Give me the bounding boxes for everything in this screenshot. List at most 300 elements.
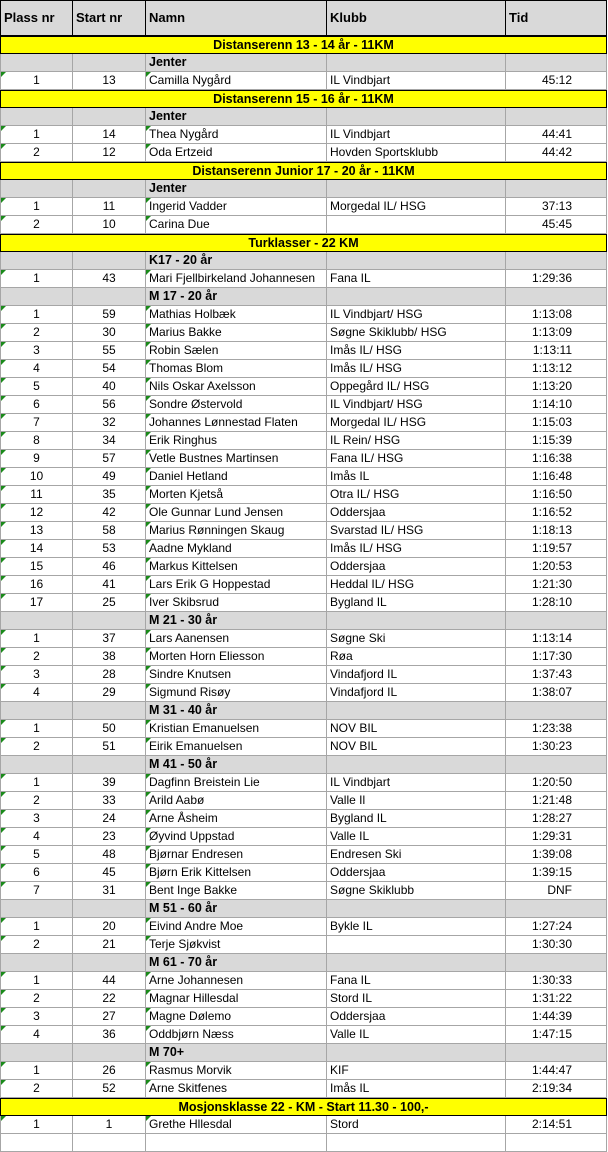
category-cell [73, 954, 146, 971]
cell-klubb: Valle IL [327, 1026, 506, 1043]
cell-start: 50 [73, 720, 146, 737]
table-row [0, 360, 607, 378]
table-row [0, 666, 607, 684]
category-cell [0, 1044, 73, 1061]
cell-tid: 1:44:39 [506, 1008, 607, 1025]
cell-plass: 1 [0, 72, 73, 89]
cell-namn: Sondre Østervold [146, 396, 327, 413]
cell-tid: 1:30:23 [506, 738, 607, 755]
cell-namn: Ole Gunnar Lund Jensen [146, 504, 327, 521]
section-title: Distanserenn Junior 17 - 20 år - 11KM [0, 162, 607, 180]
table-row [0, 522, 607, 540]
table-row [0, 648, 607, 666]
cell-plass: 1 [0, 198, 73, 215]
cell-start: 22 [73, 990, 146, 1007]
table-row [0, 216, 607, 234]
cell-tid: 1:28:10 [506, 594, 607, 611]
cell-plass: 16 [0, 576, 73, 593]
cell-namn: Aadne Mykland [146, 540, 327, 557]
cell-namn: Thomas Blom [146, 360, 327, 377]
cell-tid: 1:39:15 [506, 864, 607, 881]
cell-klubb: Imås IL/ HSG [327, 360, 506, 377]
cell-namn: Kristian Emanuelsen [146, 720, 327, 737]
cell-klubb: IL Vindbjart [327, 72, 506, 89]
cell-plass: 2 [0, 1080, 73, 1097]
cell-klubb: Stord [327, 1116, 506, 1133]
cell-tid: 1:16:38 [506, 450, 607, 467]
cell-plass: 6 [0, 396, 73, 413]
table-row [0, 450, 607, 468]
cell-start: 13 [73, 72, 146, 89]
header-tid: Tid [506, 1, 607, 35]
table-row [0, 936, 607, 954]
cell-start: 39 [73, 774, 146, 791]
table-row [0, 396, 607, 414]
table-row [0, 792, 607, 810]
cell-tid: 2:19:34 [506, 1080, 607, 1097]
table-row [0, 198, 607, 216]
cell-klubb: Oddersjaa [327, 504, 506, 521]
cell-start: 32 [73, 414, 146, 431]
category-cell [73, 288, 146, 305]
table-row [0, 144, 607, 162]
cell-tid: 1:13:20 [506, 378, 607, 395]
cell-tid: 1:13:11 [506, 342, 607, 359]
table-row [0, 1080, 607, 1098]
category-cell [506, 108, 607, 125]
section-title: Distanserenn 15 - 16 år - 11KM [0, 90, 607, 108]
cell-start: 21 [73, 936, 146, 953]
category-cell [506, 612, 607, 629]
cell-start: 29 [73, 684, 146, 701]
cell-namn: Camilla Nygård [146, 72, 327, 89]
cell-namn: Eirik Emanuelsen [146, 738, 327, 755]
cell-tid: 1:27:24 [506, 918, 607, 935]
cell-namn: Arild Aabø [146, 792, 327, 809]
cell-klubb: Svarstad IL/ HSG [327, 522, 506, 539]
category-title: M 17 - 20 år [146, 288, 327, 305]
cell-tid: 1:23:38 [506, 720, 607, 737]
cell-tid: 1:15:03 [506, 414, 607, 431]
category-title: Jenter [146, 54, 327, 71]
category-cell [327, 900, 506, 917]
table-row [0, 486, 607, 504]
cell-namn: Eivind Andre Moe [146, 918, 327, 935]
cell-tid: 1:20:53 [506, 558, 607, 575]
cell-plass: 1 [0, 630, 73, 647]
table-row [0, 324, 607, 342]
cell-start: 43 [73, 270, 146, 287]
cell-plass: 1 [0, 1116, 73, 1133]
cell-plass: 1 [0, 774, 73, 791]
cell-namn: Johannes Lønnestad Flaten [146, 414, 327, 431]
table-row [0, 1026, 607, 1044]
category-row [0, 288, 607, 306]
category-row [0, 54, 607, 72]
cell-klubb: Oddersjaa [327, 1008, 506, 1025]
cell-klubb: Vindafjord IL [327, 684, 506, 701]
category-cell [327, 180, 506, 197]
cell-namn [146, 1134, 327, 1151]
cell-namn: Oddbjørn Næss [146, 1026, 327, 1043]
cell-plass: 4 [0, 360, 73, 377]
cell-namn: Lars Aanensen [146, 630, 327, 647]
cell-klubb: Morgedal IL/ HSG [327, 414, 506, 431]
cell-klubb: Stord IL [327, 990, 506, 1007]
cell-namn: Carina Due [146, 216, 327, 233]
cell-namn: Bent Inge Bakke [146, 882, 327, 899]
cell-klubb: NOV BIL [327, 720, 506, 737]
table-row [0, 414, 607, 432]
category-cell [73, 702, 146, 719]
cell-tid: 1:47:15 [506, 1026, 607, 1043]
cell-namn: Oda Ertzeid [146, 144, 327, 161]
cell-plass: 7 [0, 414, 73, 431]
cell-start: 14 [73, 126, 146, 143]
cell-start: 49 [73, 468, 146, 485]
category-cell [327, 756, 506, 773]
table-row [0, 540, 607, 558]
cell-start: 34 [73, 432, 146, 449]
cell-namn: Thea Nygård [146, 126, 327, 143]
cell-plass: 4 [0, 1026, 73, 1043]
table-row [0, 504, 607, 522]
cell-plass: 2 [0, 990, 73, 1007]
category-cell [0, 54, 73, 71]
cell-klubb: Fana IL [327, 270, 506, 287]
cell-plass: 4 [0, 828, 73, 845]
cell-tid: 1:13:09 [506, 324, 607, 341]
cell-plass: 3 [0, 1008, 73, 1025]
cell-plass: 1 [0, 918, 73, 935]
cell-tid: 1:31:22 [506, 990, 607, 1007]
category-cell [506, 756, 607, 773]
cell-klubb: Søgne Ski [327, 630, 506, 647]
cell-start: 10 [73, 216, 146, 233]
cell-tid: 1:17:30 [506, 648, 607, 665]
table-header [0, 0, 607, 36]
cell-plass: 3 [0, 666, 73, 683]
table-row [0, 306, 607, 324]
cell-start: 53 [73, 540, 146, 557]
cell-tid: 1:30:30 [506, 936, 607, 953]
cell-namn: Mari Fjellbirkeland Johannesen [146, 270, 327, 287]
table-row [0, 972, 607, 990]
cell-klubb: Søgne Skiklubb/ HSG [327, 324, 506, 341]
category-title: M 41 - 50 år [146, 756, 327, 773]
cell-tid: 1:28:27 [506, 810, 607, 827]
cell-start: 25 [73, 594, 146, 611]
category-cell [327, 954, 506, 971]
cell-start: 26 [73, 1062, 146, 1079]
cell-plass: 7 [0, 882, 73, 899]
cell-namn: Sindre Knutsen [146, 666, 327, 683]
category-row [0, 900, 607, 918]
category-cell [0, 612, 73, 629]
category-cell [73, 612, 146, 629]
cell-start: 23 [73, 828, 146, 845]
category-cell [506, 900, 607, 917]
table-row [0, 468, 607, 486]
table-row [0, 684, 607, 702]
category-cell [327, 702, 506, 719]
cell-plass: 2 [0, 792, 73, 809]
cell-namn: Magnar Hillesdal [146, 990, 327, 1007]
cell-plass: 1 [0, 720, 73, 737]
cell-start: 51 [73, 738, 146, 755]
category-cell [506, 702, 607, 719]
category-cell [0, 954, 73, 971]
cell-plass: 1 [0, 126, 73, 143]
cell-plass: 3 [0, 810, 73, 827]
category-cell [506, 252, 607, 269]
table-row [0, 774, 607, 792]
cell-tid: 1:18:13 [506, 522, 607, 539]
cell-tid: 1:14:10 [506, 396, 607, 413]
table-row [0, 846, 607, 864]
category-title: M 31 - 40 år [146, 702, 327, 719]
category-title: M 51 - 60 år [146, 900, 327, 917]
table-row [0, 1116, 607, 1134]
cell-klubb: Vindafjord IL [327, 666, 506, 683]
cell-plass: 5 [0, 846, 73, 863]
cell-namn: Markus Kittelsen [146, 558, 327, 575]
cell-namn: Robin Sælen [146, 342, 327, 359]
cell-namn: Iver Skibsrud [146, 594, 327, 611]
cell-plass: 17 [0, 594, 73, 611]
table-row [0, 126, 607, 144]
cell-tid: 1:13:12 [506, 360, 607, 377]
cell-tid: 1:39:08 [506, 846, 607, 863]
cell-klubb: Morgedal IL/ HSG [327, 198, 506, 215]
cell-klubb: IL Vindbjart/ HSG [327, 396, 506, 413]
cell-start: 45 [73, 864, 146, 881]
cell-plass: 1 [0, 1062, 73, 1079]
cell-plass: 2 [0, 324, 73, 341]
cell-tid: 37:13 [506, 198, 607, 215]
cell-start [73, 1134, 146, 1151]
cell-start: 35 [73, 486, 146, 503]
cell-klubb: Hovden Sportsklubb [327, 144, 506, 161]
cell-start: 33 [73, 792, 146, 809]
category-cell [73, 900, 146, 917]
cell-start: 40 [73, 378, 146, 395]
cell-tid: 45:12 [506, 72, 607, 89]
cell-plass: 1 [0, 972, 73, 989]
table-row [0, 918, 607, 936]
category-title: K17 - 20 år [146, 252, 327, 269]
cell-namn: Daniel Hetland [146, 468, 327, 485]
cell-klubb: Bykle IL [327, 918, 506, 935]
category-row [0, 756, 607, 774]
cell-tid: 1:29:31 [506, 828, 607, 845]
section-title: Distanserenn 13 - 14 år - 11KM [0, 36, 607, 54]
category-cell [506, 954, 607, 971]
table-row [0, 864, 607, 882]
header-klubb: Klubb [327, 1, 506, 35]
table-row [0, 720, 607, 738]
category-cell [73, 54, 146, 71]
section-title: Mosjonsklasse 22 - KM - Start 11.30 - 100,- [0, 1098, 607, 1116]
cell-klubb: Imås IL [327, 468, 506, 485]
cell-start: 24 [73, 810, 146, 827]
cell-plass: 1 [0, 306, 73, 323]
cell-klubb: IL Vindbjart/ HSG [327, 306, 506, 323]
table-row [0, 342, 607, 360]
cell-start: 55 [73, 342, 146, 359]
cell-klubb: KIF [327, 1062, 506, 1079]
table-row [0, 1008, 607, 1026]
table-row [0, 558, 607, 576]
cell-klubb [327, 1134, 506, 1151]
cell-tid: 44:41 [506, 126, 607, 143]
cell-tid [506, 1134, 607, 1151]
table-row [0, 594, 607, 612]
category-cell [0, 756, 73, 773]
table-row [0, 810, 607, 828]
cell-klubb [327, 936, 506, 953]
category-cell [0, 252, 73, 269]
table-row [0, 630, 607, 648]
category-cell [327, 1044, 506, 1061]
cell-namn: Marius Rønningen Skaug [146, 522, 327, 539]
category-cell [506, 288, 607, 305]
cell-start: 54 [73, 360, 146, 377]
cell-namn: Sigmund Risøy [146, 684, 327, 701]
cell-plass: 13 [0, 522, 73, 539]
cell-klubb: Heddal IL/ HSG [327, 576, 506, 593]
cell-plass: 8 [0, 432, 73, 449]
section-title: Turklasser - 22 KM [0, 234, 607, 252]
cell-namn: Morten Kjetså [146, 486, 327, 503]
header-plass: Plass nr [0, 1, 73, 35]
category-cell [0, 702, 73, 719]
cell-klubb: IL Vindbjart [327, 126, 506, 143]
category-cell [327, 288, 506, 305]
category-cell [0, 108, 73, 125]
cell-start: 31 [73, 882, 146, 899]
cell-start: 48 [73, 846, 146, 863]
cell-start: 27 [73, 1008, 146, 1025]
cell-tid: 1:37:43 [506, 666, 607, 683]
cell-start: 58 [73, 522, 146, 539]
cell-start: 28 [73, 666, 146, 683]
cell-tid: 1:29:36 [506, 270, 607, 287]
table-row [0, 828, 607, 846]
category-cell [73, 252, 146, 269]
cell-namn: Arne Skitfenes [146, 1080, 327, 1097]
cell-namn: Arne Johannesen [146, 972, 327, 989]
cell-namn: Rasmus Morvik [146, 1062, 327, 1079]
cell-klubb: Valle IL [327, 828, 506, 845]
cell-start: 46 [73, 558, 146, 575]
cell-tid: 1:13:08 [506, 306, 607, 323]
cell-klubb: Oppegård IL/ HSG [327, 378, 506, 395]
cell-start: 36 [73, 1026, 146, 1043]
cell-plass: 12 [0, 504, 73, 521]
cell-namn: Bjørn Erik Kittelsen [146, 864, 327, 881]
cell-tid: 44:42 [506, 144, 607, 161]
cell-klubb: Oddersjaa [327, 558, 506, 575]
category-title: Jenter [146, 180, 327, 197]
cell-klubb: Valle Il [327, 792, 506, 809]
category-title: Jenter [146, 108, 327, 125]
category-cell [327, 108, 506, 125]
category-row [0, 954, 607, 972]
table-row [0, 882, 607, 900]
cell-namn: Terje Sjøkvist [146, 936, 327, 953]
cell-start: 37 [73, 630, 146, 647]
cell-start: 1 [73, 1116, 146, 1133]
cell-plass: 9 [0, 450, 73, 467]
cell-klubb: NOV BIL [327, 738, 506, 755]
cell-namn: Marius Bakke [146, 324, 327, 341]
cell-start: 52 [73, 1080, 146, 1097]
cell-namn: Øyvind Uppstad [146, 828, 327, 845]
table-row [0, 72, 607, 90]
category-cell [73, 108, 146, 125]
category-title: M 70+ [146, 1044, 327, 1061]
cell-start: 20 [73, 918, 146, 935]
cell-klubb: Søgne Skiklubb [327, 882, 506, 899]
cell-klubb: Fana IL/ HSG [327, 450, 506, 467]
cell-tid: 1:19:57 [506, 540, 607, 557]
cell-tid: 1:38:07 [506, 684, 607, 701]
cell-tid: 1:13:14 [506, 630, 607, 647]
cell-start: 59 [73, 306, 146, 323]
cell-klubb: Oddersjaa [327, 864, 506, 881]
category-cell [73, 1044, 146, 1061]
cell-klubb: Bygland IL [327, 810, 506, 827]
cell-tid: 1:16:48 [506, 468, 607, 485]
cell-namn: Mathias Holbæk [146, 306, 327, 323]
cell-namn: Grethe Hllesdal [146, 1116, 327, 1133]
category-cell [506, 1044, 607, 1061]
cell-plass: 2 [0, 936, 73, 953]
table-row [0, 270, 607, 288]
cell-namn: Lars Erik G Hoppestad [146, 576, 327, 593]
cell-start: 11 [73, 198, 146, 215]
cell-klubb: Imås IL [327, 1080, 506, 1097]
category-row [0, 612, 607, 630]
cell-start: 44 [73, 972, 146, 989]
table-row [0, 576, 607, 594]
cell-klubb: Imås IL/ HSG [327, 342, 506, 359]
category-row [0, 252, 607, 270]
cell-tid: 1:21:30 [506, 576, 607, 593]
cell-start: 57 [73, 450, 146, 467]
category-title: M 21 - 30 år [146, 612, 327, 629]
cell-start: 42 [73, 504, 146, 521]
cell-klubb: IL Vindbjart [327, 774, 506, 791]
category-cell [327, 54, 506, 71]
table-row [0, 1134, 607, 1152]
cell-namn: Ingerid Vadder [146, 198, 327, 215]
cell-klubb [327, 216, 506, 233]
cell-namn: Erik Ringhus [146, 432, 327, 449]
cell-plass: 2 [0, 738, 73, 755]
category-cell [327, 252, 506, 269]
cell-klubb: Røa [327, 648, 506, 665]
cell-start: 56 [73, 396, 146, 413]
category-cell [73, 756, 146, 773]
cell-plass: 11 [0, 486, 73, 503]
category-title: M 61 - 70 år [146, 954, 327, 971]
cell-tid: 1:20:50 [506, 774, 607, 791]
category-cell [327, 612, 506, 629]
cell-plass: 1 [0, 270, 73, 287]
cell-klubb: IL Rein/ HSG [327, 432, 506, 449]
